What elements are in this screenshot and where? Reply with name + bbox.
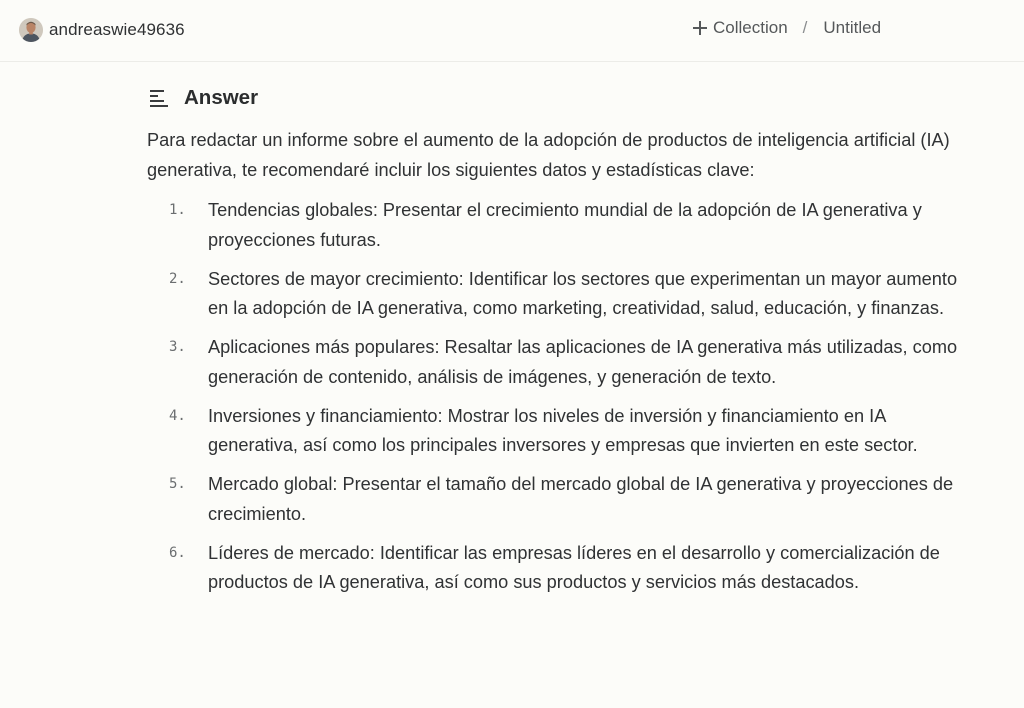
breadcrumb xyxy=(692,18,881,38)
answer-list xyxy=(147,196,977,598)
breadcrumb-separator: / xyxy=(802,18,808,37)
list-number: 3. xyxy=(169,339,186,355)
user-profile[interactable] xyxy=(19,18,185,42)
answer-heading: Answer xyxy=(184,86,259,109)
list-item-text: Mercado global: Presentar el tamaño del mercado global de IA generativa y proyecciones de crecimiento. xyxy=(208,474,954,524)
collection-link[interactable]: Collection xyxy=(713,18,788,37)
list-number: 5. xyxy=(169,476,186,492)
list-item xyxy=(147,196,977,255)
list-item xyxy=(147,402,977,461)
username[interactable]: andreaswie49636 xyxy=(49,20,185,39)
answer-header xyxy=(148,86,258,110)
page-title[interactable]: Untitled xyxy=(823,18,882,37)
list-number: 4. xyxy=(169,407,186,424)
list-number: 1. xyxy=(169,202,186,218)
list-item xyxy=(147,470,977,529)
list-item xyxy=(147,333,977,392)
answer-intro: Para redactar un informe sobre el aumento de la adopción de productos de inteligencia artificial (IA) generativa, te recomendaré incluir los siguientes datos y estadísticas clave: xyxy=(147,130,950,180)
list-number: 6. xyxy=(169,544,186,561)
list-item xyxy=(147,265,977,324)
list-number: 2. xyxy=(169,270,186,287)
list-item-text: Sectores de mayor crecimiento: Identificar los sectores que experimentan un mayor aumento en la adopción de IA generativa, como marketing, creatividad, salud, educación, y finanzas. xyxy=(208,268,958,318)
list-item-text: Líderes de mercado: Identificar las empresas líderes en el desarrollo y comercialización de productos de IA generativa, así como sus productos y servicios más destacados. xyxy=(208,542,940,592)
avatar[interactable] xyxy=(19,18,43,42)
list-item xyxy=(147,539,977,598)
list-item-text: Inversiones y financiamiento: Mostrar los niveles de inversión y financiamiento en IA generativa, así como los principales inversores y empresas que invierten en este sector. xyxy=(208,405,918,455)
top-bar xyxy=(0,0,1024,62)
list-item-text: Aplicaciones más populares: Resaltar las aplicaciones de IA generativa más utilizadas, como generación de contenido, análisis de imágenes, y generación de texto. xyxy=(208,337,958,387)
list-item-text: Tendencias globales: Presentar el crecimiento mundial de la adopción de IA generativa y proyecciones futuras. xyxy=(208,200,922,250)
answer-body xyxy=(147,126,977,607)
plus-icon[interactable] xyxy=(692,20,708,36)
answer-lines-icon xyxy=(148,87,170,109)
